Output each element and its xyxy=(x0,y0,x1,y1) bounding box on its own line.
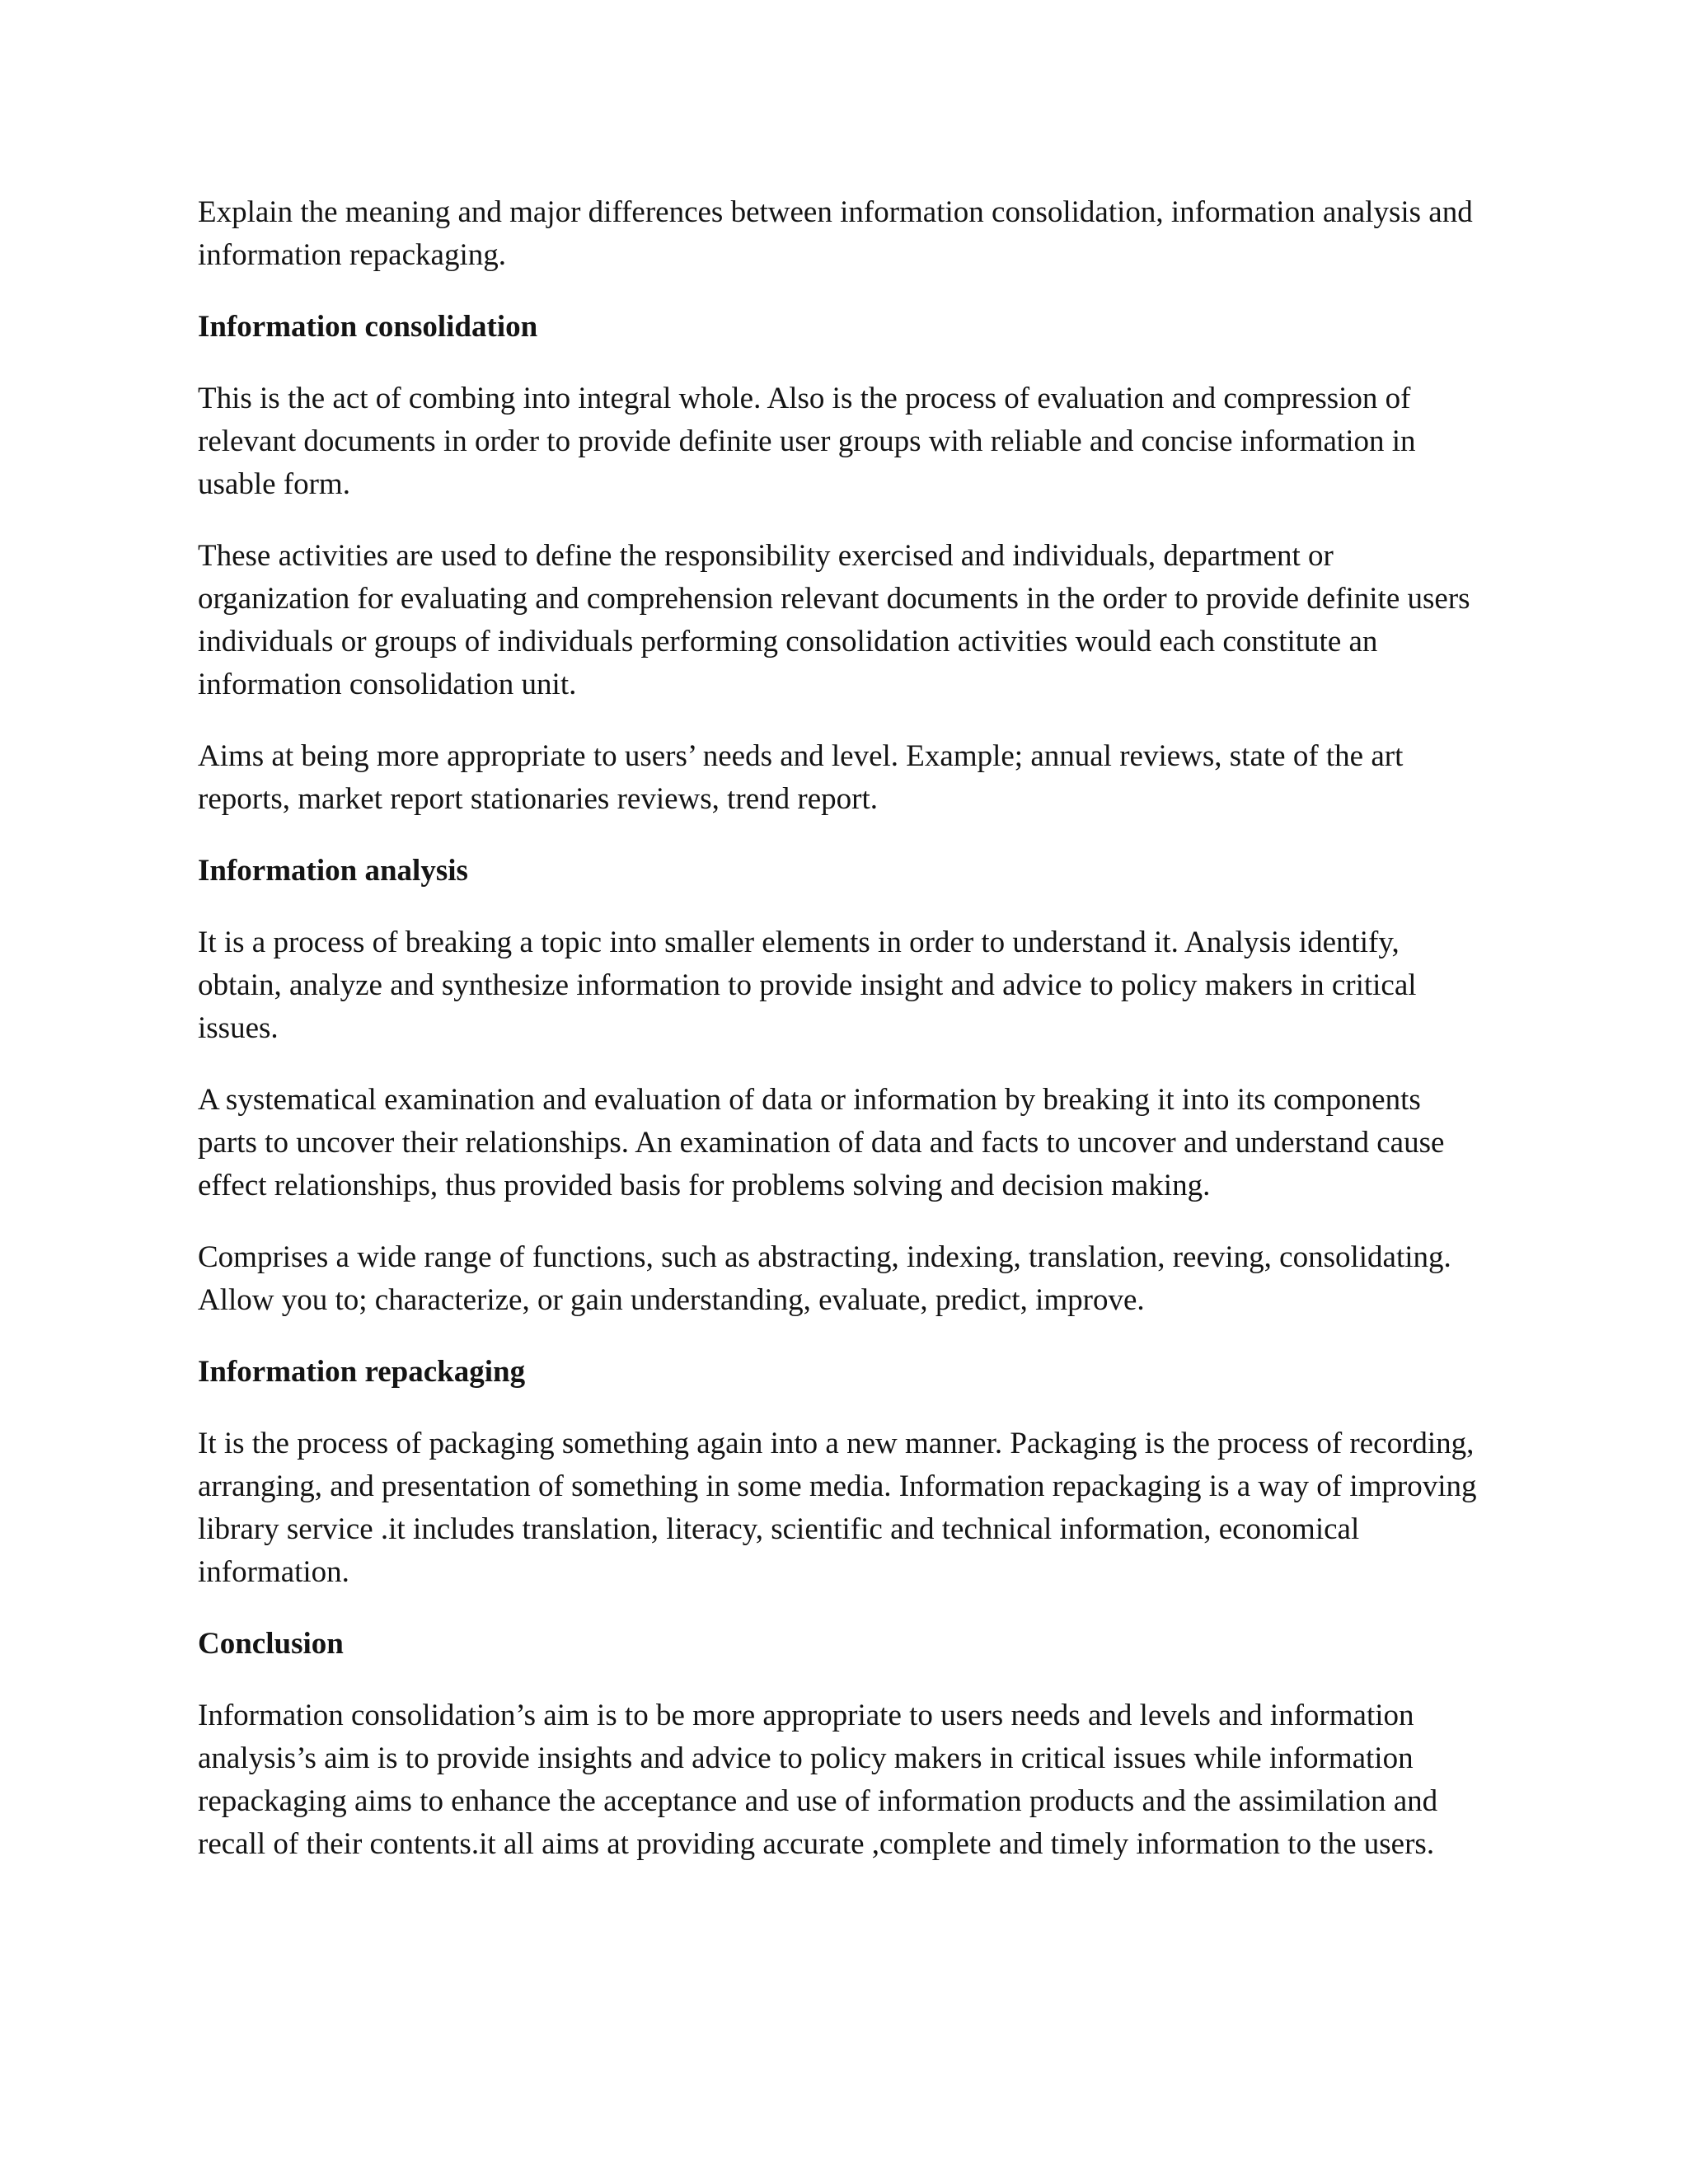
consolidation-paragraph-3: Aims at being more appropriate to users’ needs and level. Example; annual reviews, state of the art reports, market report stationaries reviews, trend report. xyxy=(198,739,1404,816)
heading-information-analysis: Information analysis xyxy=(198,854,468,888)
conclusion-paragraph-1: Information consolidation’s aim is to be more appropriate to users needs and levels and information analysis’s aim is to provide insights and advice to policy makers in critical issues while information repackaging aims to enhance the acceptance and use of information products and the assimilation and recall of their contents.it all aims at providing accurate ,complete and timely information to the users. xyxy=(198,1699,1438,1861)
heading-information-repackaging: Information repackaging xyxy=(198,1355,526,1389)
analysis-paragraph-3: Comprises a wide range of functions, such as abstracting, indexing, translation, reeving, consolidating. Allow you to; characterize, or gain understanding, evaluate, predict, improve. xyxy=(198,1240,1451,1317)
analysis-paragraph-2: A systematical examination and evaluation of data or information by breaking it into its components parts to uncover their relationships. An examination of data and facts to uncover and understand cause effect relationships, thus provided basis for problems solving and decision making. xyxy=(198,1083,1445,1202)
heading-conclusion: Conclusion xyxy=(198,1627,344,1661)
heading-information-consolidation: Information consolidation xyxy=(198,310,538,344)
document-body xyxy=(198,191,1484,1895)
repackaging-paragraph-1: It is the process of packaging something again into a new manner. Packaging is the process of recording, arranging, and presentation of something in some media. Information repackaging is a way of improving library service .it includes translation, literacy, scientific and technical information, economical information. xyxy=(198,1427,1477,1589)
question-paragraph: Explain the meaning and major differences between information consolidation, information analysis and information repackaging. xyxy=(198,195,1473,272)
consolidation-paragraph-1: This is the act of combing into integral whole. Also is the process of evaluation and compression of relevant documents in order to provide definite user groups with reliable and concise information in usable form. xyxy=(198,382,1416,501)
analysis-paragraph-1: It is a process of breaking a topic into smaller elements in order to understand it. Analysis identify, obtain, analyze and synthesize information to provide insight and advice to policy makers in critical issues. xyxy=(198,926,1417,1045)
consolidation-paragraph-2: These activities are used to define the responsibility exercised and individuals, department or organization for evaluating and comprehension relevant documents in the order to provide definite users individuals or groups of individuals performing consolidation activities would each constitute an information consolidation unit. xyxy=(198,539,1470,701)
